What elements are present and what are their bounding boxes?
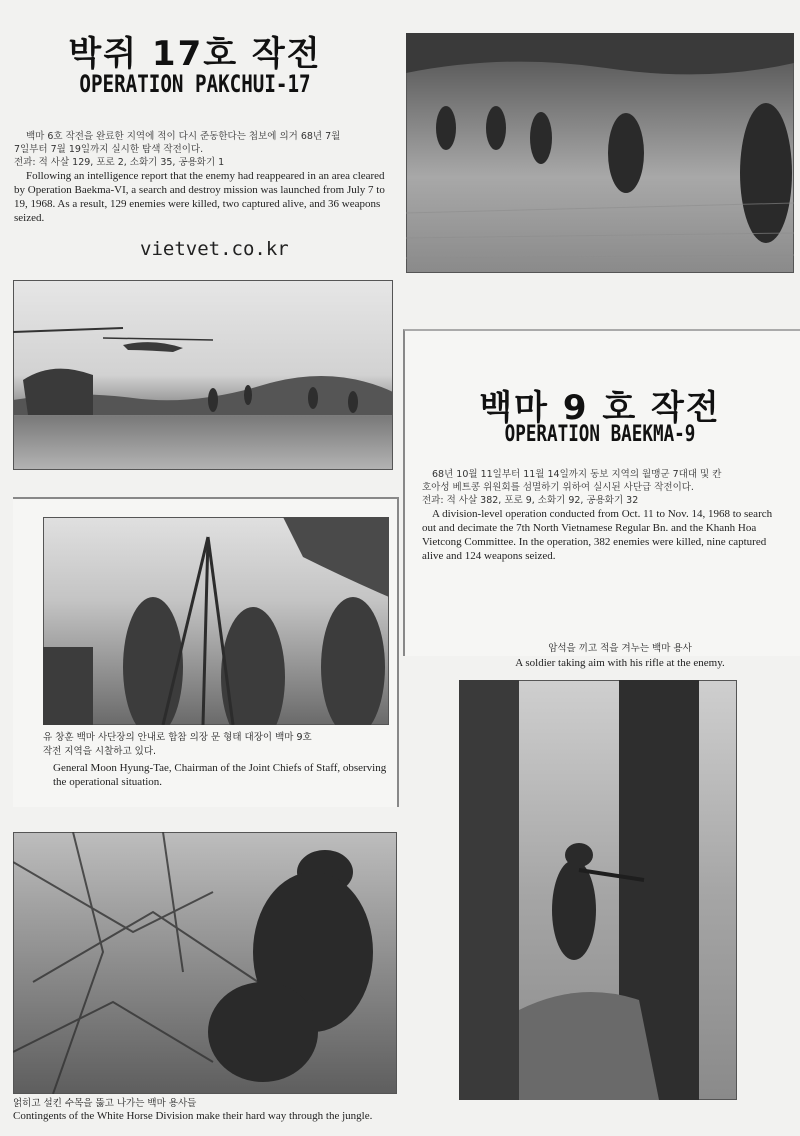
pakchui-results-korean: 전과: 적 사살 129, 포로 2, 소화기 35, 공용화기 1 <box>14 157 225 168</box>
baekma-body-english: A division-level operation conducted from Oct. 11 to Nov. 14, 1968 to search out and decimate the 7th North Vietnamese Regular Bn. and the Khanh Hoa Vietcong Committee. In the operation, 382 enemies were killed, nine captured alive and 124 weapons seized. <box>422 508 773 562</box>
photo-helicopters-landing <box>13 280 393 470</box>
baekma-title-korean: 백마 9 호 작전 <box>479 388 721 428</box>
photo-soldiers-field <box>406 33 794 273</box>
soldier-caption-korean: 암석을 끼고 적을 겨누는 백마 용사 <box>548 643 692 654</box>
general-caption-korean-line1: 유 창훈 백마 사단장의 안내로 합참 의장 문 형태 대장이 백마 9호 <box>43 732 312 743</box>
pakchui-text-block <box>14 130 392 225</box>
jungle-caption-english: Contingents of the White Horse Division make their hard way through the jungle. <box>13 1110 373 1122</box>
baekma-title-english: OPERATION BAEKMA-9 <box>504 422 696 447</box>
pakchui-body-korean-line2: 7일부터 7월 19일까지 실시한 탐색 작전이다. <box>14 144 204 155</box>
photo-jungle-soldiers <box>13 832 397 1094</box>
photo-soldier-aiming <box>459 680 737 1100</box>
pakchui-title-english: OPERATION PAKCHUI-17 <box>79 70 311 98</box>
pakchui-body-korean-line1: 백마 6호 작전을 완료한 지역에 적이 다시 준동한다는 첩보에 의거 68년 7월 <box>26 131 341 142</box>
watermark-text: vietvet.co.kr <box>140 238 289 260</box>
general-caption-english: General Moon Hyung-Tae, Chairman of the Joint Chiefs of Staff, observing the operational situation. <box>53 762 387 788</box>
general-caption-korean-line2: 작전 지역을 시찰하고 있다. <box>43 746 157 757</box>
jungle-caption-korean: 얽히고 설킨 수목을 뚫고 나가는 백마 용사들 <box>13 1098 197 1109</box>
pakchui-title-korean: 박쥐 17호 작전 <box>68 34 322 74</box>
baekma-results-korean: 전과: 적 사살 382, 포로 9, 소화기 92, 공용화기 32 <box>422 495 639 506</box>
jungle-photo-caption <box>13 1095 397 1123</box>
pakchui-body-english: Following an intelligence report that the enemy had reappeared in an area cleared by Operation Baekma-VI, a search and destroy mission was launched from July 7 to 19, 1968. As a result, 129 enemies were killed, two captured alive, and 36 weapons seized. <box>14 170 385 224</box>
photo-general-observing <box>43 517 389 725</box>
baekma-text-block <box>422 468 776 563</box>
soldier-photo-caption <box>470 640 770 670</box>
general-photo-caption <box>43 729 389 789</box>
soldier-caption-english: A soldier taking aim with his rifle at the enemy. <box>515 657 725 669</box>
baekma-body-korean-line1: 68년 10월 11일부터 11월 14일까지 동보 지역의 월맹군 7대대 및 칸 <box>432 469 722 480</box>
baekma-body-korean-line2: 호아성 베트콩 위원회를 섬멸하기 위하여 실시된 사단급 작전이다. <box>422 482 694 493</box>
